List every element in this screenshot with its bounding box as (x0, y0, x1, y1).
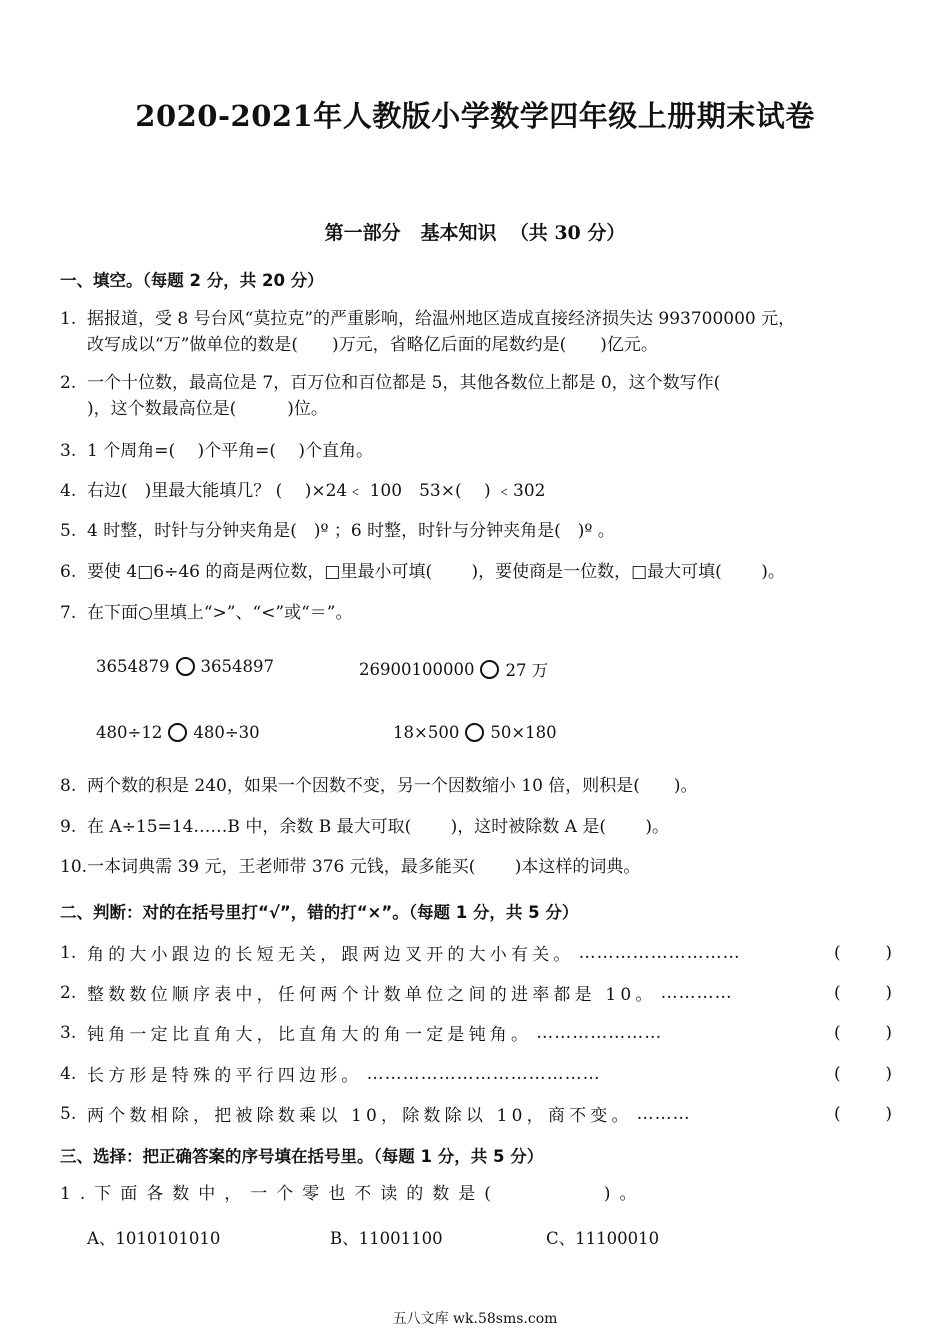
question-8: 8. 两个数的积是 240，如果一个因数不变，另一个因数缩小 10 倍，则积是( )。 (60, 776, 698, 796)
footer-watermark: 五八文库 wk.58sms.com (392, 1311, 558, 1327)
comparison-item: 26900100000 27 万 (359, 659, 549, 680)
question-number: 9. (60, 817, 77, 837)
question-number: 2. (60, 373, 77, 393)
question-6: 6. 要使 4□6÷46 的商是两位数，□里最小可填( )，要使商是一位数，□最大可填( )。 (60, 562, 785, 582)
choice-option-c[interactable]: C、11100010 (546, 1229, 660, 1248)
comparison-circle-icon[interactable] (176, 657, 195, 676)
comparison-circle-icon[interactable] (465, 723, 484, 742)
comparison-circle-icon[interactable] (480, 660, 499, 679)
question-1-line2: 改写成以“万”做单位的数是( )万元，省略亿后面的尾数约是( )亿元。 (87, 335, 658, 355)
answer-parentheses[interactable]: ( ) (834, 982, 892, 1003)
question-number: 1. (60, 309, 77, 329)
question-10: 10.一本词典需 39 元，王老师带 376 元钱，最多能买( )本这样的词典。 (60, 857, 641, 877)
question-7: 7. 在下面○里填上“>”、“<”或“＝”。 (60, 603, 353, 623)
section2-heading: 二、判断：对的在括号里打“√”，错的打“×”。（每题 1 分，共 5 分） (60, 903, 579, 922)
answer-parentheses[interactable]: ( ) (834, 942, 892, 963)
comparison-item: 480÷12 480÷30 (96, 723, 260, 742)
comparison-item: 18×500 50×180 (393, 723, 557, 742)
question-2-line2: )，这个数最高位是( )位。 (87, 399, 328, 419)
answer-parentheses[interactable]: ( ) (834, 1103, 892, 1124)
comparison-item: 3654879 3654897 (96, 657, 274, 676)
section3-heading: 三、选择：把正确答案的序号填在括号里。（每题 1 分，共 5 分） (60, 1147, 544, 1166)
question-5: 5. 4 时整，时针与分钟夹角是( )º ；6 时整，时针与分钟夹角是( )º 。 (60, 521, 615, 541)
choice-option-b[interactable]: B、11001100 (330, 1229, 443, 1248)
question-number: 7. (60, 603, 77, 623)
page-title: 2020-2021年人教版小学数学四年级上册期末试卷 (135, 99, 815, 133)
judge-item: 1. 角的大小跟边的长短无关，跟两边叉开的大小有关。 ……………………… ( ) (60, 942, 892, 965)
question-number: 5. (60, 521, 77, 541)
question-3: 3. 1 个周角=( )个平角=( )个直角。 (60, 441, 374, 461)
question-2-line1: 2. 一个十位数，最高位是 7，百万位和百位都是 5，其他各数位上都是 0，这个数写作( (60, 373, 721, 393)
answer-parentheses[interactable]: ( ) (834, 1022, 892, 1043)
judge-item: 3. 钝角一定比直角大，比直角大的角一定是钝角。 ………………… ( ) (60, 1022, 892, 1045)
section1-heading: 一、填空。（每题 2 分，共 20 分） (60, 271, 324, 290)
choice-option-a[interactable]: A、1010101010 (87, 1229, 221, 1248)
choice-question-1: 1.下面各数中，一个零也不读的数是( )。 (60, 1184, 646, 1204)
question-number: 4. (60, 481, 77, 501)
comparison-circle-icon[interactable] (168, 723, 187, 742)
judge-item: 4. 长方形是特殊的平行四边形。 ………………………………… ( ) (60, 1063, 892, 1086)
question-4: 4. 右边( )里最大能填几？ ( )×24﹤ 100 53×( ) ﹤302 (60, 481, 546, 501)
question-9: 9. 在 A÷15=14……B 中，余数 B 最大可取( )，这时被除数 A 是( )。 (60, 817, 670, 837)
judge-item: 2. 整数数位顺序表中，任何两个计数单位之间的进率都是 10。 ………… ( ) (60, 982, 892, 1005)
question-number: 3. (60, 441, 77, 461)
answer-parentheses[interactable]: ( ) (834, 1063, 892, 1084)
question-number: 6. (60, 562, 77, 582)
judge-item: 5. 两个数相除，把被除数乘以 10，除数除以 10，商不变。 ……… ( ) (60, 1103, 892, 1126)
question-number: 8. (60, 776, 77, 796)
part-heading: 第一部分 基本知识 （共 30 分） (324, 222, 626, 244)
question-1-line1: 1. 据报道，受 8 号台风“莫拉克”的严重影响，给温州地区造成直接经济损失达 993700000 元， (60, 309, 796, 329)
